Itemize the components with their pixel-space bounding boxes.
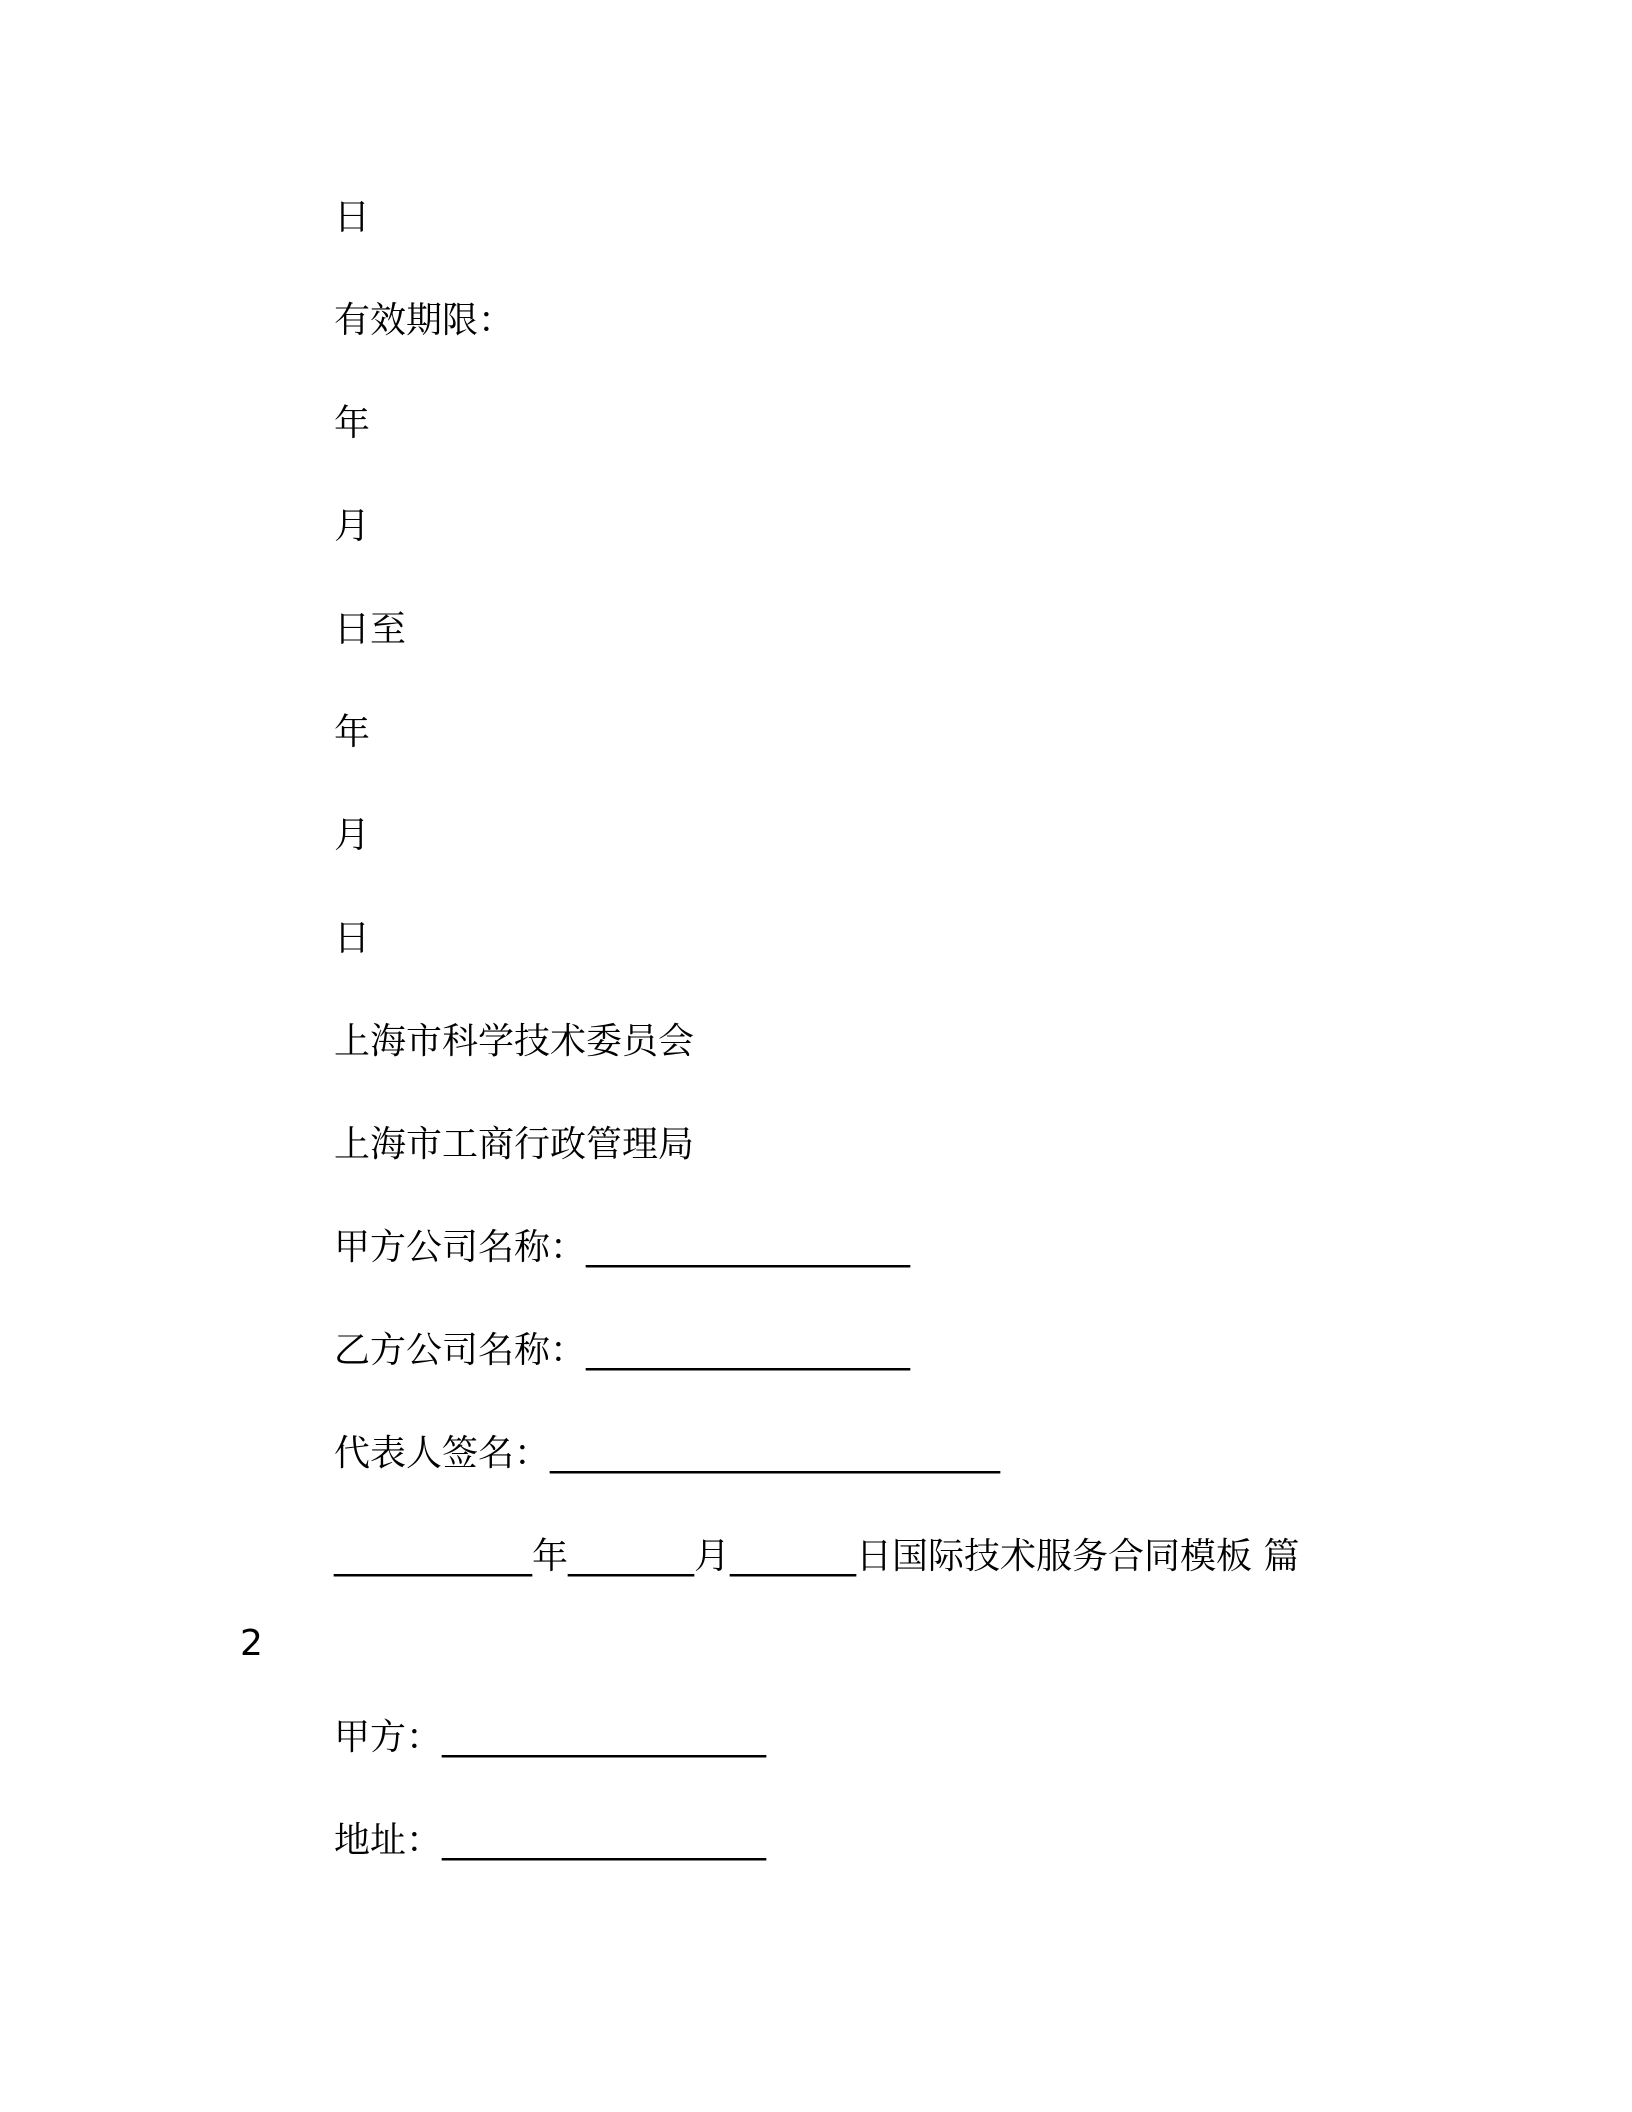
- section-number: 2: [240, 1623, 263, 1664]
- text-line-year: 年: [334, 712, 371, 753]
- text-line-issuer-science-committee: 上海市科学技术委员会: [334, 1021, 695, 1062]
- party-a-company-name-field: 甲方公司名称：__________________: [334, 1227, 911, 1268]
- text-line-issuer-commerce-bureau: 上海市工商行政管理局: [334, 1124, 695, 1165]
- text-line-year: 年: [334, 403, 371, 444]
- party-b-company-name-field: 乙方公司名称：__________________: [334, 1330, 911, 1371]
- address-field: 地址：__________________: [334, 1820, 767, 1861]
- text-line-validity-period: 有效期限：: [334, 300, 515, 341]
- text-line-day-to: 日至: [334, 609, 407, 650]
- text-line-month: 月: [334, 815, 371, 856]
- text-line-day: 日: [334, 197, 371, 238]
- date-and-section-title: ___________年_______月_______日国际技术服务合同模板 篇: [334, 1536, 1300, 1577]
- party-a-field: 甲方：__________________: [334, 1717, 767, 1758]
- text-line-day: 日: [334, 918, 371, 959]
- representative-signature-field: 代表人签名：_________________________: [334, 1433, 1001, 1474]
- text-line-month: 月: [334, 506, 371, 547]
